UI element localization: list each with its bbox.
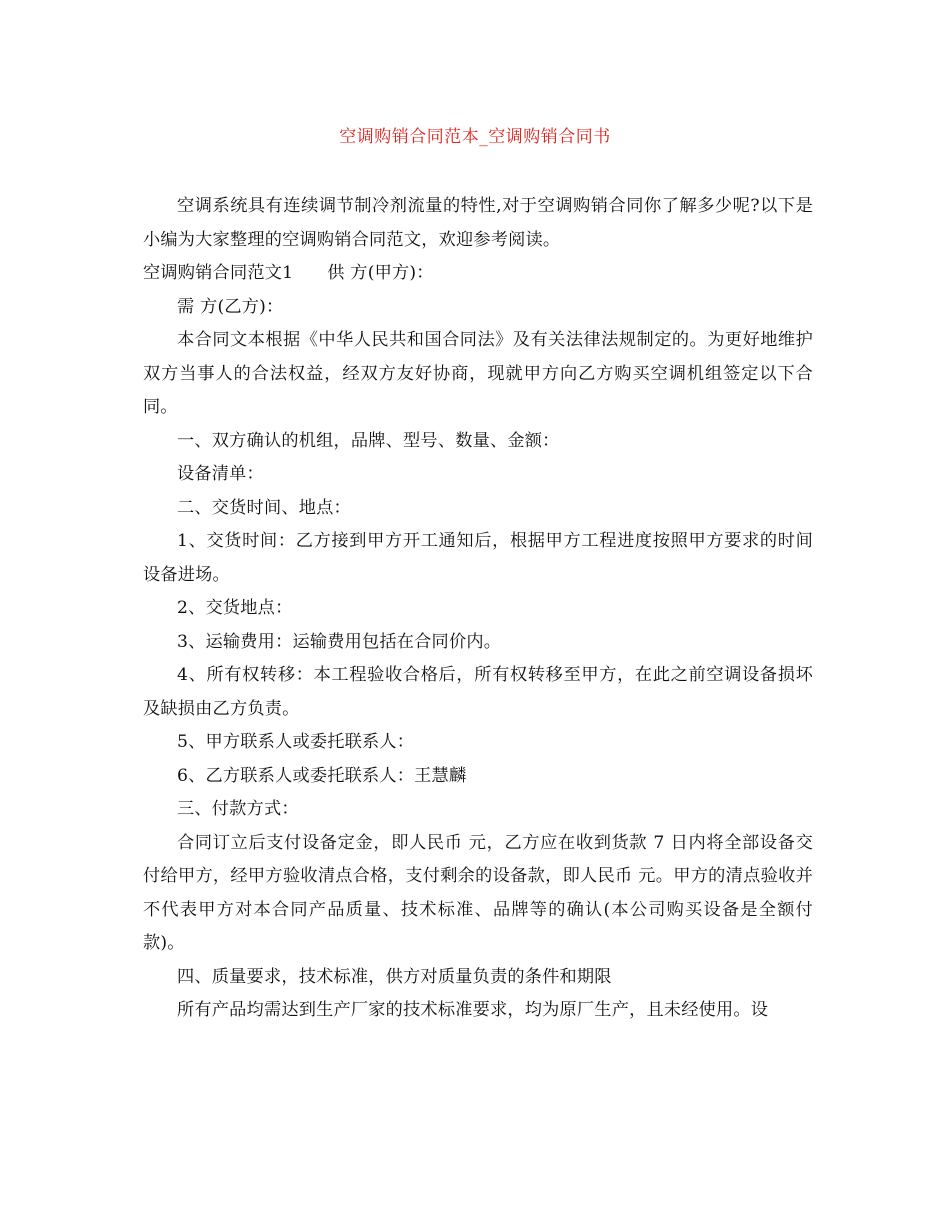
quality-paragraph: 所有产品均需达到生产厂家的技术标准要求，均为原厂生产，且未经使用。设 [177,1000,769,1020]
section-2-heading: 二、交货时间、地点： [177,497,351,518]
preamble-paragraph: 本合同文本根据《中华人民共和国合同法》及有关法律法规制定的。为更好地维护双方当事人的合法权益，经双方友好协商，现就甲方向乙方购买空调机组签定以下合同。 [143,330,813,417]
delivery-time-paragraph: 1、交货时间：乙方接到甲方开工通知后，根据甲方工程进度按照甲方要求的时间设备进场。 [143,531,813,585]
sample-heading-line [143,257,813,291]
delivery-place-paragraph: 2、交货地点： [177,598,293,618]
section-1-heading: 一、双方确认的机组，品牌、型号、数量、金额： [177,430,560,451]
supplier-label: 供 方(甲方)： [327,263,434,283]
party-a-contact-paragraph: 5、甲方联系人或委托联系人： [177,732,415,752]
party-b-contact-paragraph: 6、乙方联系人或委托联系人：王慧麟 [177,765,467,786]
section-4-heading: 四、质量要求，技术标准，供方对质量负责的条件和期限 [177,966,612,987]
document-title: 空调购销合同范本_空调购销合同书 [339,127,611,147]
ownership-transfer-paragraph: 4、所有权转移：本工程验收合格后，所有权转移至甲方，在此之前空调设备损坏及缺损由乙方负责。 [143,665,813,719]
document-body [143,190,813,1028]
sample-heading: 空调购销合同范文1 [143,263,294,283]
buyer-label: 需 方(乙方)： [177,296,284,317]
intro-paragraph: 空调系统具有连续调节制冷剂流量的特性,对于空调购销合同你了解多少呢?以下是小编为大家整理的空调购销合同范文，欢迎参考阅读。 [143,196,813,250]
equipment-list-label: 设备清单： [177,464,264,484]
section-3-heading: 三、付款方式： [177,799,299,819]
payment-terms-paragraph: 合同订立后支付设备定金，即人民币 元，乙方应在收到货款 7 日内将全部设备交付给甲方，经甲方验收清点合格，支付剩余的设备款，即人民币 元。甲方的清点验收并不代表甲方对本合同产品质量、技术标准、品牌等的确认(本公司购买设备是全额付款)。 [143,832,813,953]
transport-cost-paragraph: 3、运输费用：运输费用包括在合同价内。 [177,631,502,652]
